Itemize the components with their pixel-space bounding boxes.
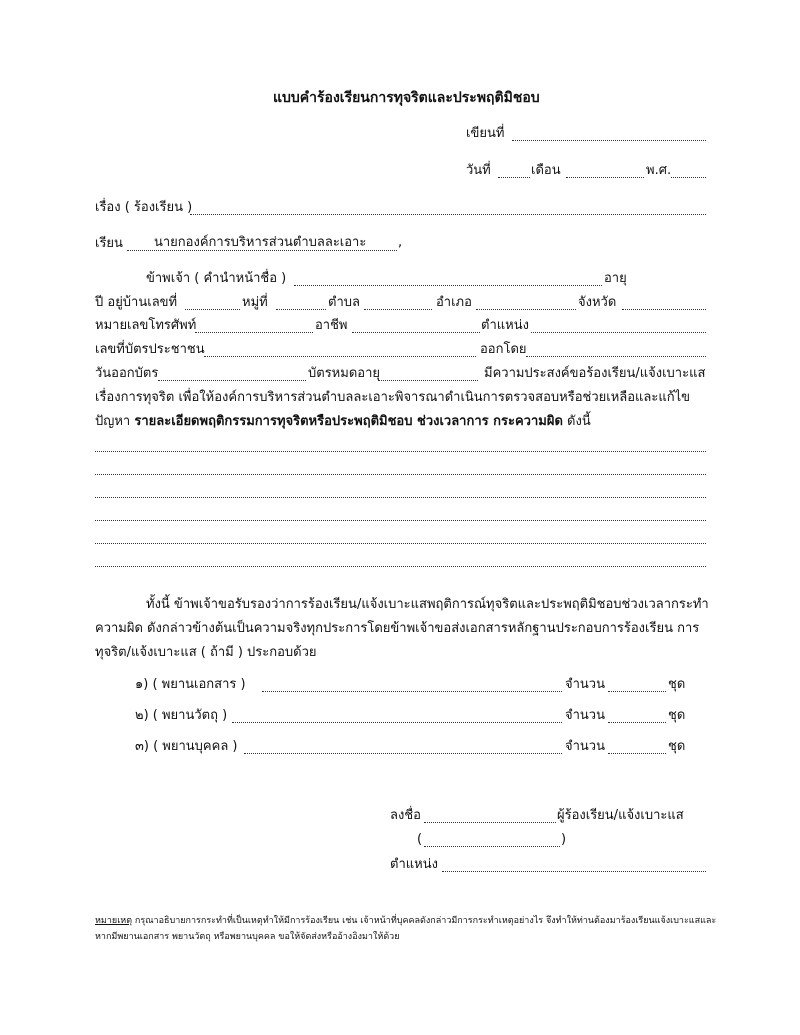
position-field[interactable] xyxy=(531,332,706,333)
phone-label: หมายเลขโทรศัพท์ xyxy=(95,318,197,333)
note-line-1 xyxy=(95,915,716,927)
note-line-2: หากมีพยานเอกสาร พยานวัตถุ หรือพยานบุคคล ขอให้จัดส่งหรืออ้างอิงมาให้ด้วย xyxy=(95,932,400,942)
year-field[interactable] xyxy=(671,177,706,178)
expiry-field[interactable] xyxy=(378,380,478,381)
id-card-field[interactable] xyxy=(204,356,476,357)
detail-line-4[interactable] xyxy=(95,520,706,521)
tambon-label: ตำบล xyxy=(328,295,360,310)
signer-position-label: ตำแหน่ง xyxy=(390,857,438,872)
evidence-3-field[interactable] xyxy=(244,753,562,754)
form-title: แบบคำร้องเรียนการทุจริตและประพฤติมิชอบ xyxy=(273,90,540,106)
detail-line-2[interactable] xyxy=(95,474,706,475)
phone-field[interactable] xyxy=(195,332,313,333)
position-label: ตำแหน่ง xyxy=(481,318,529,333)
sign-label: ลงชื่อ xyxy=(390,808,421,823)
evidence-1-label: ๑) ( พยานเอกสาร ) xyxy=(135,677,246,692)
certify-line-1: ทั้งนี้ ข้าพเจ้าขอรับรองว่าการร้องเรียน/แจ้งเบาะแสพฤติการณ์ทุจริตและประพฤติมิชอบช่วงเวลากระทำ xyxy=(146,597,709,612)
signer-position-field[interactable] xyxy=(442,871,706,872)
to-label: เรียน xyxy=(95,236,123,251)
intent-label: มีความประสงค์ขอร้องเรียน/แจ้งเบาะแส xyxy=(484,366,706,381)
age-field[interactable] xyxy=(632,285,706,286)
month-field[interactable] xyxy=(566,177,644,178)
subject-label: เรื่อง ( ร้องเรียน ) xyxy=(95,200,193,215)
certify-line-3: ทุจริต/แจ้งเบาะแส ( ถ้ามี ) ประกอบด้วย xyxy=(95,645,317,660)
sign-field[interactable] xyxy=(424,822,556,823)
evidence-3-qty-field[interactable] xyxy=(608,753,666,754)
problem-suffix: ดังนี้ xyxy=(562,414,591,429)
moo-field[interactable] xyxy=(276,309,326,310)
note-text-1: กรุณาอธิบายการกระทำที่เป็นเหตุทำให้มีการร้องเรียน เช่น เจ้าหน้าที่บุคคลดังกล่าวมีการกระทำเหตุอย่างไร จึงทำให้ท่านต้องมาร้องเรียนแจ้งเบาะแสและ xyxy=(132,916,717,926)
evidence-3-qty-label: จำนวน xyxy=(565,739,605,754)
evidence-1-qty-label: จำนวน xyxy=(565,677,605,692)
detail-line-1[interactable] xyxy=(95,451,706,452)
written-at-label: เขียนที่ xyxy=(466,126,505,141)
name-open-paren: ( xyxy=(417,832,423,847)
issue-date-field[interactable] xyxy=(158,380,306,381)
evidence-2-label: ๒) ( พยานวัตถุ ) xyxy=(135,708,228,723)
to-value: นายกองค์การบริหารส่วนตำบลละเอาะ xyxy=(154,235,367,250)
amphoe-field[interactable] xyxy=(476,309,576,310)
me-label: ข้าพเจ้า ( คำนำหน้าชื่อ ) xyxy=(146,271,287,286)
issued-by-label: ออกโดย xyxy=(480,342,527,357)
month-label: เดือน xyxy=(531,163,561,178)
day-label: วันที่ xyxy=(466,163,491,178)
evidence-3-unit: ชุด xyxy=(668,739,686,754)
province-label: จังหวัด xyxy=(578,295,617,310)
moo-label: หมู่ที่ xyxy=(242,295,268,310)
to-suffix: , xyxy=(398,235,403,250)
occupation-field[interactable] xyxy=(352,332,480,333)
amphoe-label: อำเภอ xyxy=(436,295,472,310)
province-field[interactable] xyxy=(622,309,706,310)
evidence-3-label: ๓) ( พยานบุคคล ) xyxy=(135,739,238,754)
signer-role: ผู้ร้องเรียน/แจ้งเบาะแส xyxy=(557,808,684,823)
detail-line-5[interactable] xyxy=(95,543,706,544)
expiry-label: บัตรหมดอายุ xyxy=(308,366,380,381)
name-close-paren: ) xyxy=(561,832,567,847)
occupation-label: อาชีพ xyxy=(315,318,348,333)
year-house-label: ปี อยู่บ้านเลขที่ xyxy=(95,295,178,310)
note-label: หมายเหตุ xyxy=(95,916,133,926)
age-label: อายุ xyxy=(604,271,627,286)
evidence-1-qty-field[interactable] xyxy=(608,691,666,692)
evidence-1-field[interactable] xyxy=(262,691,562,692)
house-no-field[interactable] xyxy=(185,309,240,310)
evidence-2-unit: ชุด xyxy=(668,708,686,723)
name-field[interactable] xyxy=(294,285,602,286)
issue-date-label: วันออกบัตร xyxy=(95,366,159,381)
tambon-field[interactable] xyxy=(364,309,432,310)
year-label: พ.ศ. xyxy=(646,163,672,178)
evidence-2-field[interactable] xyxy=(232,722,562,723)
detail-line-3[interactable] xyxy=(95,497,706,498)
printed-name-field[interactable] xyxy=(424,846,560,847)
problem-line xyxy=(95,414,591,430)
issued-by-field[interactable] xyxy=(526,356,706,357)
evidence-2-qty-label: จำนวน xyxy=(565,708,605,723)
certify-line-2: ความผิด ดังกล่าวข้างต้นเป็นความจริงทุกประการโดยข้าพเจ้าขอส่งเอกสารหลักฐานประกอบการร้องเรียน การ xyxy=(95,621,700,636)
evidence-1-unit: ชุด xyxy=(668,677,686,692)
id-card-label: เลขที่บัตรประชาชน xyxy=(95,342,205,357)
matter-line: เรื่องการทุจริต เพื่อให้องค์การบริหารส่วนตำบลละเอาะพิจารณาดำเนินการตรวจสอบหรือช่วยเหลือและแก้ไข xyxy=(95,390,691,405)
evidence-2-qty-field[interactable] xyxy=(608,722,666,723)
detail-line-6[interactable] xyxy=(95,566,706,567)
day-field[interactable] xyxy=(498,177,530,178)
written-at-field[interactable] xyxy=(512,140,706,141)
problem-bold: รายละเอียดพฤติกรรมการทุจริตหรือประพฤติมิชอบ ช่วงเวลาการ กระความผิด xyxy=(134,414,563,429)
problem-prefix: ปัญหา xyxy=(95,414,135,429)
subject-field[interactable] xyxy=(190,214,706,215)
